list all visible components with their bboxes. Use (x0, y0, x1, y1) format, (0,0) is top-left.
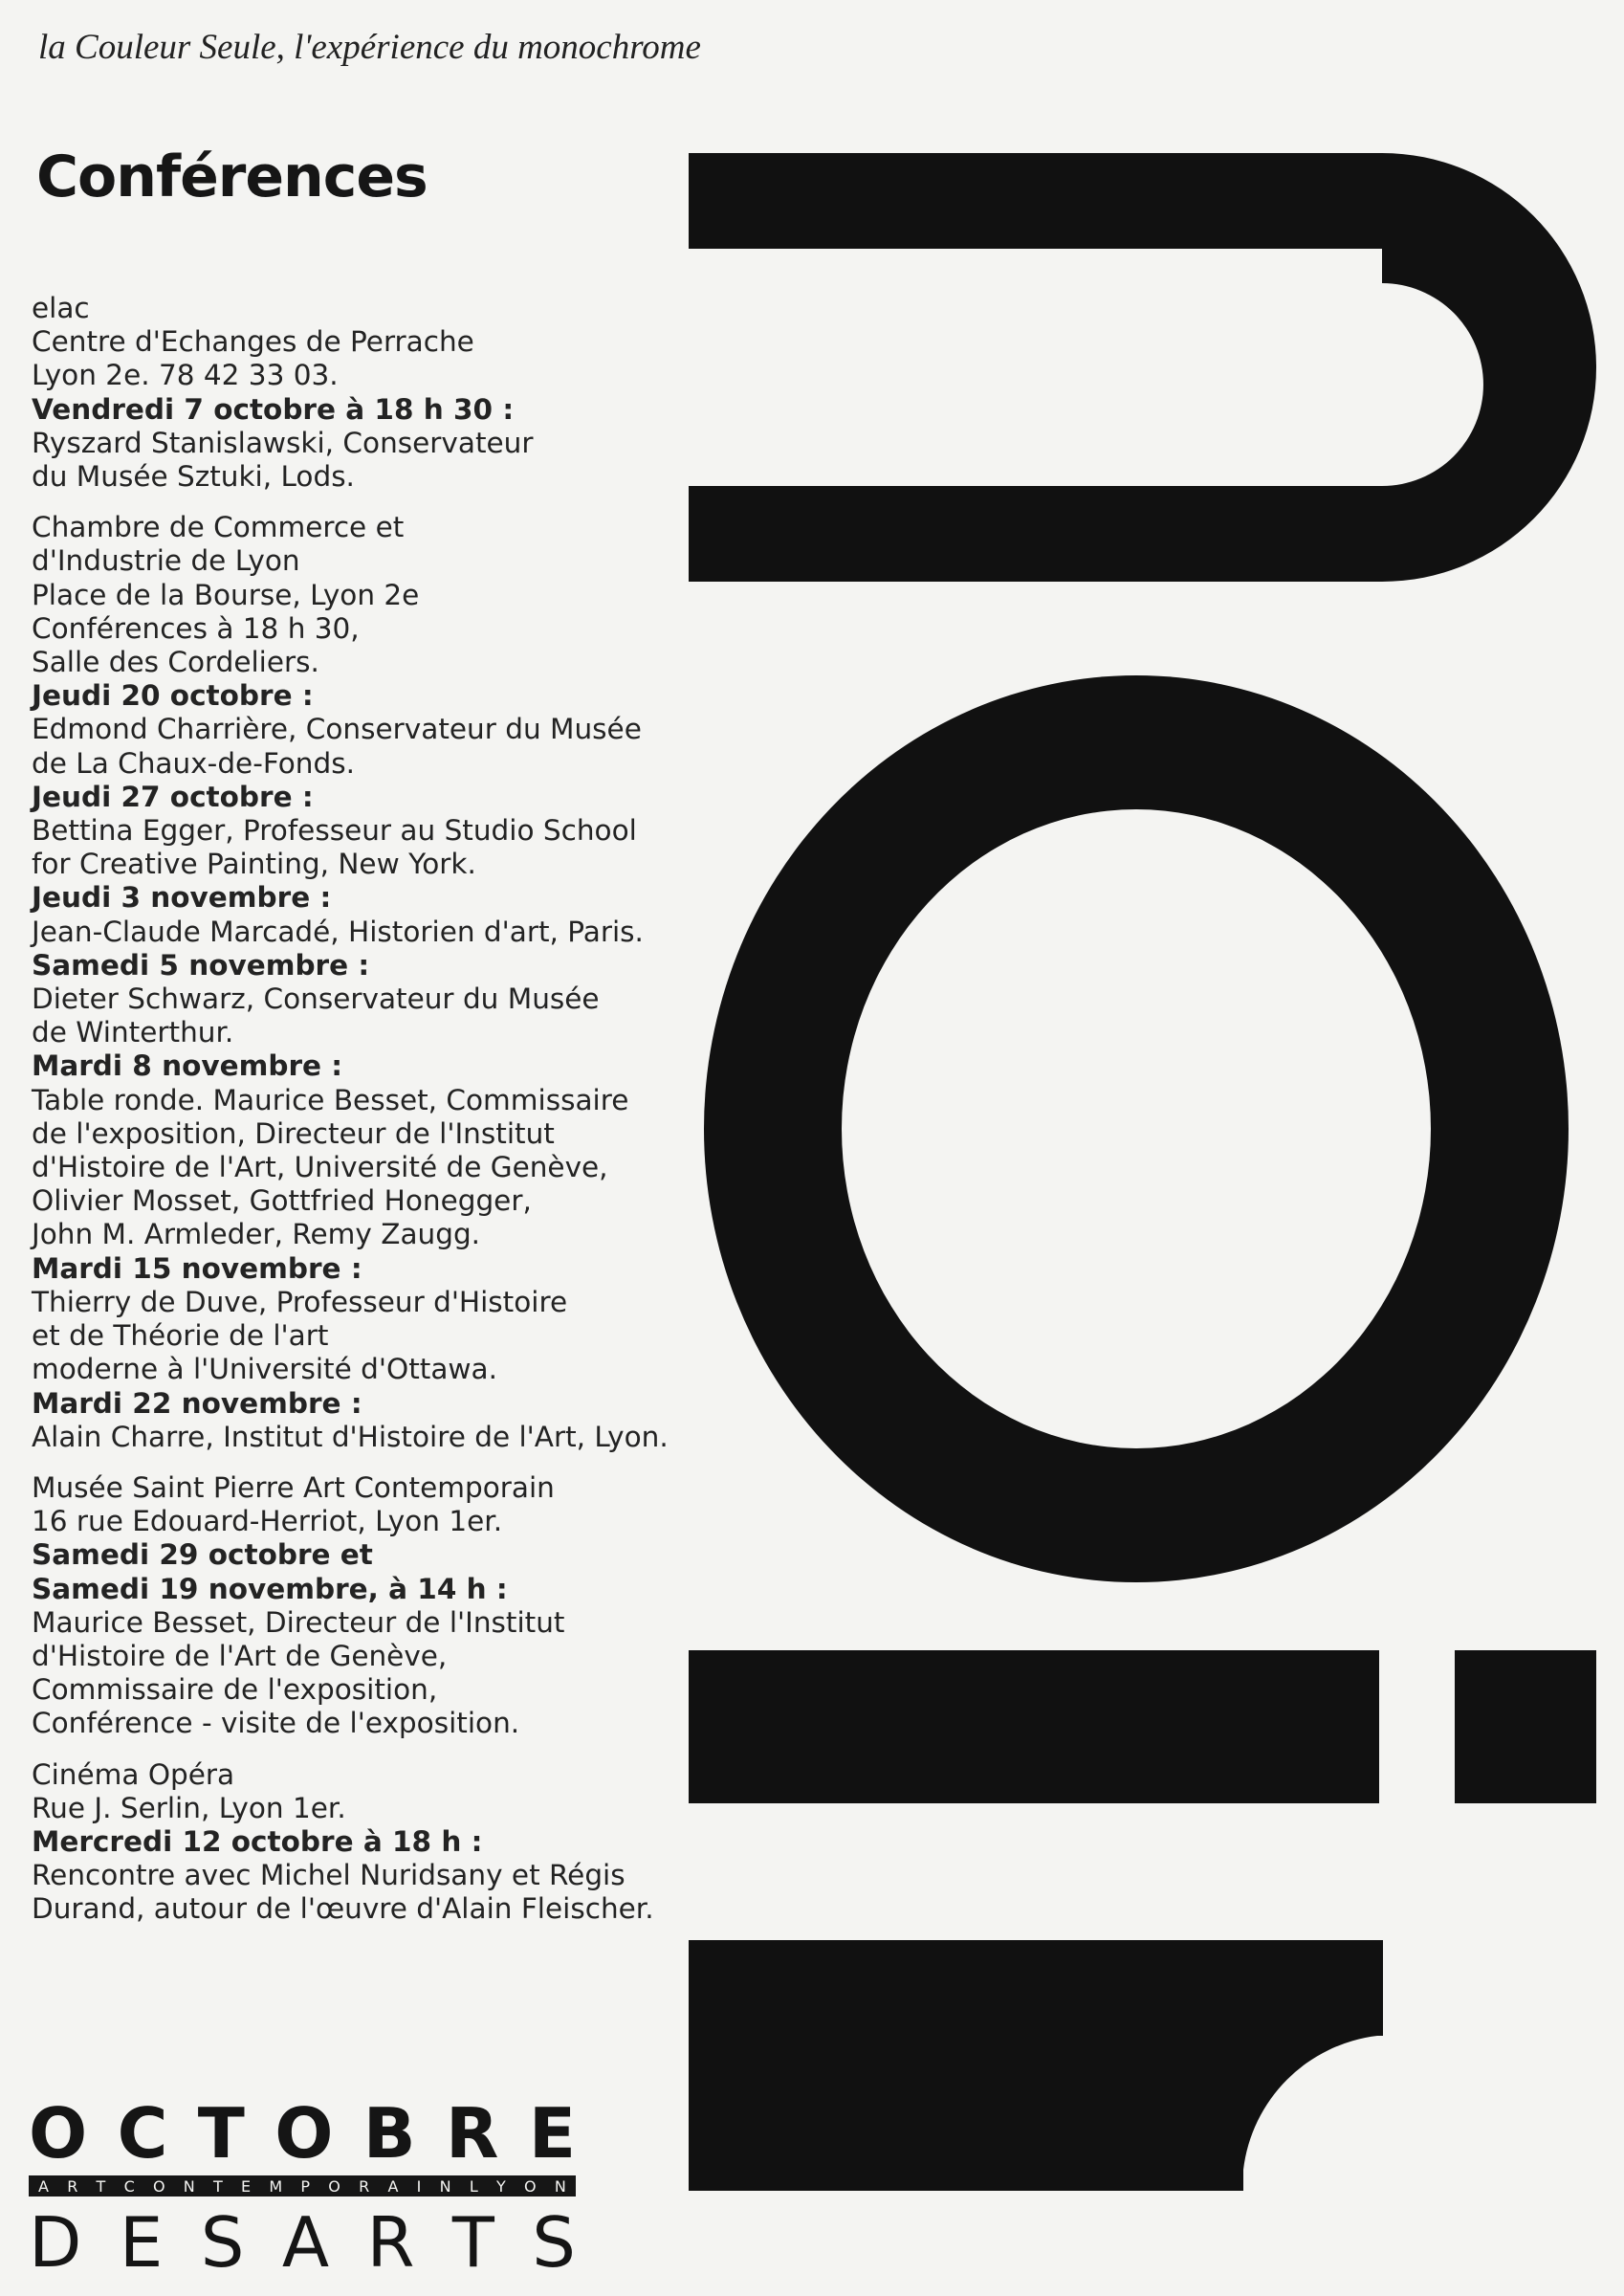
venue-name: Chambre de Commerce et (32, 511, 405, 544)
event-date: Jeudi 3 novembre : (32, 881, 332, 915)
event-description-line: for Creative Painting, New York. (32, 848, 476, 881)
logo-band-letter: M (269, 2176, 283, 2196)
logo-band-letter: R (359, 2176, 370, 2196)
venue-name: d'Industrie de Lyon (32, 544, 300, 578)
event-description-line: Ryszard Stanislawski, Conservateur (32, 426, 534, 459)
logo-band-letter: R (67, 2176, 78, 2196)
logo-band-letter: N (554, 2176, 566, 2196)
venue-name: Musée Saint Pierre Art Contemporain (32, 1470, 555, 1504)
event-date: Samedi 19 novembre, à 14 h : (32, 1572, 508, 1605)
conference-listing (32, 292, 669, 1944)
event-description-line: Maurice Besset, Directeur de l'Institut (32, 1605, 565, 1639)
venue-block (32, 292, 644, 494)
page-title: Conférences (36, 144, 428, 210)
venue-address-line: Conférences à 18 h 30, (32, 611, 360, 645)
logo-letter: D (29, 2202, 82, 2283)
logo-band-letter: T (96, 2176, 106, 2196)
logo-letter: C (117, 2093, 168, 2174)
logo-band-letter: N (183, 2176, 195, 2196)
event-description-line: Thierry de Duve, Professeur d'Histoire (32, 1285, 568, 1318)
logo-band-letter: P (300, 2176, 311, 2196)
logo-letter: O (274, 2093, 334, 2174)
logo-band-letter: O (524, 2176, 537, 2196)
letter-r-shape (689, 1940, 1383, 2191)
logo-bottom-word (29, 2204, 576, 2281)
logo-band-letter: E (241, 2176, 252, 2196)
logo-letter: R (366, 2202, 415, 2283)
letter-i-dot (1455, 1650, 1596, 1803)
big-word-graphic (689, 144, 1607, 2210)
event-description-line: Alain Charre, Institut d'Histoire de l'Art, Lyon. (32, 1420, 669, 1453)
venue-address-line: 16 rue Edouard-Herriot, Lyon 1er. (32, 1505, 503, 1538)
event-description-line: Durand, autour de l'œuvre d'Alain Fleischer. (32, 1892, 654, 1926)
logo-band-letter: A (387, 2176, 399, 2196)
event-description-line: moderne à l'Université d'Ottawa. (32, 1353, 497, 1386)
event-description-line: de La Chaux-de-Fonds. (32, 746, 355, 780)
event-date: Mercredi 12 octobre à 18 h : (32, 1824, 483, 1858)
event-date: Mardi 15 novembre : (32, 1251, 362, 1285)
event-date: Jeudi 20 octobre : (32, 679, 314, 713)
venue-name: Cinéma Opéra (32, 1757, 235, 1791)
event-date: Jeudi 27 octobre : (32, 780, 314, 813)
event-date: Samedi 5 novembre : (32, 948, 370, 982)
event-date: Mardi 8 novembre : (32, 1049, 343, 1083)
logo-band-letter: I (416, 2176, 422, 2196)
event-date: Samedi 29 octobre et (32, 1538, 373, 1572)
event-date: Mardi 22 novembre : (32, 1386, 362, 1420)
venue-address-line: Centre d'Echanges de Perrache (32, 325, 474, 359)
venue-block (32, 1757, 654, 1927)
logo-letter: S (200, 2202, 245, 2283)
event-description-line: et de Théorie de l'art (32, 1319, 329, 1353)
event-description-line: Edmond Charrière, Conservateur du Musée (32, 713, 642, 746)
event-description-line: Dieter Schwarz, Conservateur du Musée (32, 982, 600, 1016)
event-description-line: Table ronde. Maurice Besset, Commissaire (32, 1083, 629, 1116)
venue-name: elac (32, 292, 90, 324)
logo-letter: B (362, 2093, 416, 2174)
event-description-line: John M. Armleder, Remy Zaugg. (32, 1218, 481, 1251)
venue-block (32, 511, 669, 1454)
venue-address-line: Rue J. Serlin, Lyon 1er. (32, 1791, 346, 1824)
event-description-line: Conférence - visite de l'exposition. (32, 1707, 520, 1740)
event-description-line: Rencontre avec Michel Nuridsany et Régis (32, 1859, 625, 1892)
event-description-line: Commissaire de l'exposition, (32, 1673, 438, 1707)
event-description-line: Jean-Claude Marcadé, Historien d'art, Paris. (32, 915, 644, 948)
logo-letter: T (197, 2093, 245, 2174)
logo-letter: S (532, 2202, 576, 2283)
logo-band-letter: N (439, 2176, 451, 2196)
venue-address-line: Place de la Bourse, Lyon 2e (32, 578, 420, 611)
logo-band-letter: O (328, 2176, 340, 2196)
letter-n-shape (689, 153, 1596, 582)
logo-letter: T (451, 2202, 494, 2283)
venue-address-line: Lyon 2e. 78 42 33 03. (32, 359, 339, 392)
logo-band-letter: C (123, 2176, 135, 2196)
logo-letter: E (528, 2093, 576, 2174)
event-description-line: Bettina Egger, Professeur au Studio School (32, 814, 637, 848)
logo-band-letter: A (38, 2176, 49, 2196)
logo-letter: R (446, 2093, 499, 2174)
event-description-line: de l'exposition, Directeur de l'Institut (32, 1116, 555, 1150)
logo-letter: E (119, 2202, 164, 2283)
logo-band-letter: O (152, 2176, 165, 2196)
page-header: la Couleur Seule, l'expérience du monochrome (38, 28, 701, 67)
event-description-line: de Winterthur. (32, 1016, 234, 1049)
event-description-line: d'Histoire de l'Art de Genève, (32, 1639, 448, 1672)
event-description-line: du Musée Sztuki, Lods. (32, 460, 355, 494)
venue-block (32, 1471, 644, 1741)
octobre-des-arts-logo (29, 2095, 576, 2281)
letter-i-stem (689, 1650, 1379, 1803)
logo-band-letter: Y (495, 2176, 506, 2196)
logo-band-letter: L (469, 2176, 478, 2196)
logo-letter: A (281, 2202, 330, 2283)
logo-band (29, 2175, 576, 2197)
event-description-line: d'Histoire de l'Art, Université de Genève, (32, 1151, 608, 1184)
venue-address-line: Salle des Cordeliers. (32, 646, 319, 679)
event-date: Vendredi 7 octobre à 18 h 30 : (32, 392, 515, 426)
event-description-line: Olivier Mosset, Gottfried Honegger, (32, 1184, 532, 1218)
logo-letter: O (29, 2093, 88, 2174)
logo-top-word (29, 2095, 576, 2172)
logo-band-letter: T (213, 2176, 223, 2196)
